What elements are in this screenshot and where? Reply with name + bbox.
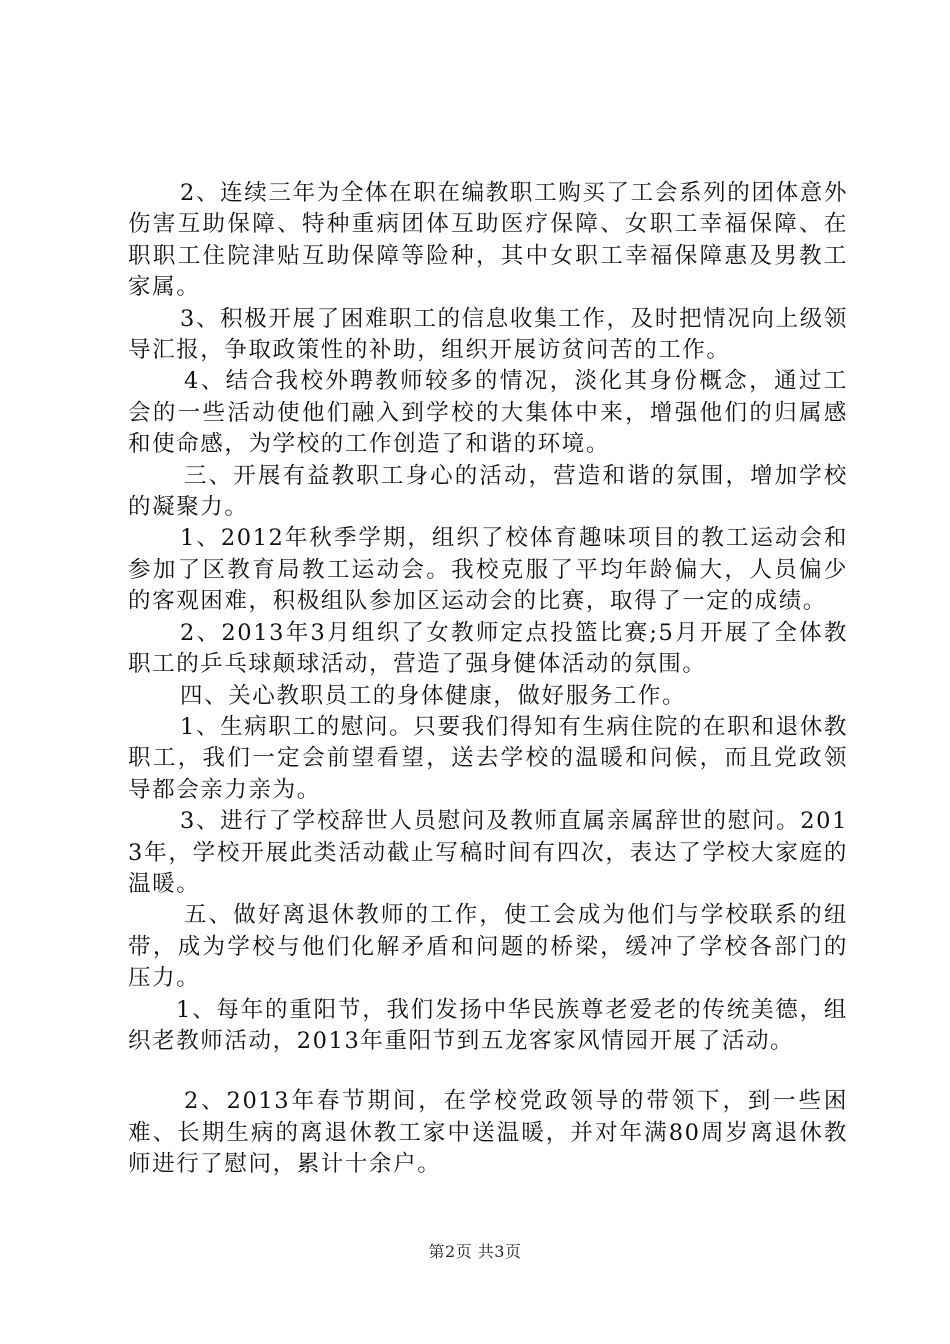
paragraph-condolence: 3、进行了学校辞世人员慰问及教师直属亲属辞世的慰问。2013年，学校开展此类活动截止写稿时间有四次，表达了学校大家庭的温暖。 bbox=[128, 808, 848, 897]
paragraph-basketball-pingpong: 2、2013年3月组织了女教师定点投篮比赛;5月开展了全体教职工的乒乓球颠球活动，营造了强身健体活动的氛围。 bbox=[128, 619, 848, 678]
section-heading-health: 四、关心教职员工的身体健康，做好服务工作。 bbox=[180, 682, 687, 709]
section-heading-activities: 三、开展有益教职工身心的活动，营造和谐的氛围，增加学校的凝聚力。 bbox=[128, 462, 848, 521]
paragraph-sick-visits: 1、生病职工的慰问。只要我们得知有生病住院的在职和退休教职工，我们一定会前望看望，送去学校的温暖和问候，而且党政领导都会亲力亲为。 bbox=[128, 713, 848, 803]
paragraph-hardship-info: 3、积极开展了困难职工的信息收集工作，及时把情况向上级领导汇报，争取政策性的补助，组织开展访贫问苦的工作。 bbox=[128, 305, 848, 364]
page-footer: 第2页 共3页 bbox=[428, 1242, 522, 1261]
paragraph-sports-meet: 1、2012年秋季学期，组织了校体育趣味项目的教工运动会和参加了区教育局教工运动会。我校克服了平均年龄偏大，人员偏少的客观困难，积极组队参加区运动会的比赛，取得了一定的成绩。 bbox=[128, 525, 848, 615]
document-body bbox=[128, 178, 848, 1181]
section-heading-retirees: 五、做好离退休教师的工作，使工会成为他们与学校联系的纽带，成为学校与他们化解矛盾和问题的桥梁，缓冲了学校各部门的压力。 bbox=[128, 902, 848, 992]
paragraph-insurance: 2、连续三年为全体在职在编教职工购买了工会系列的团体意外伤害互助保障、特种重病团体互助医疗保障、女职工幸福保障、在职职工住院津贴互助保障等险种，其中女职工幸福保障惠及男教工家属。 bbox=[128, 180, 848, 301]
paragraph-double-ninth: 1、每年的重阳节，我们发扬中华民族尊老爱老的传统美德，组织老教师活动，2013年重阳节到五龙客家风情园开展了活动。 bbox=[128, 996, 848, 1054]
paragraph-external-teachers: 4、结合我校外聘教师较多的情况，淡化其身份概念，通过工会的一些活动使他们融入到学校的大集体中来，增强他们的归属感和使命感，为学校的工作创造了和谐的环境。 bbox=[128, 368, 848, 458]
paragraph-spring-festival: 2、2013年春节期间，在学校党政领导的带领下，到一些困难、长期生病的离退休教工家中送温暖，并对年满80周岁离退休教师进行了慰问，累计十余户。 bbox=[128, 1088, 848, 1178]
